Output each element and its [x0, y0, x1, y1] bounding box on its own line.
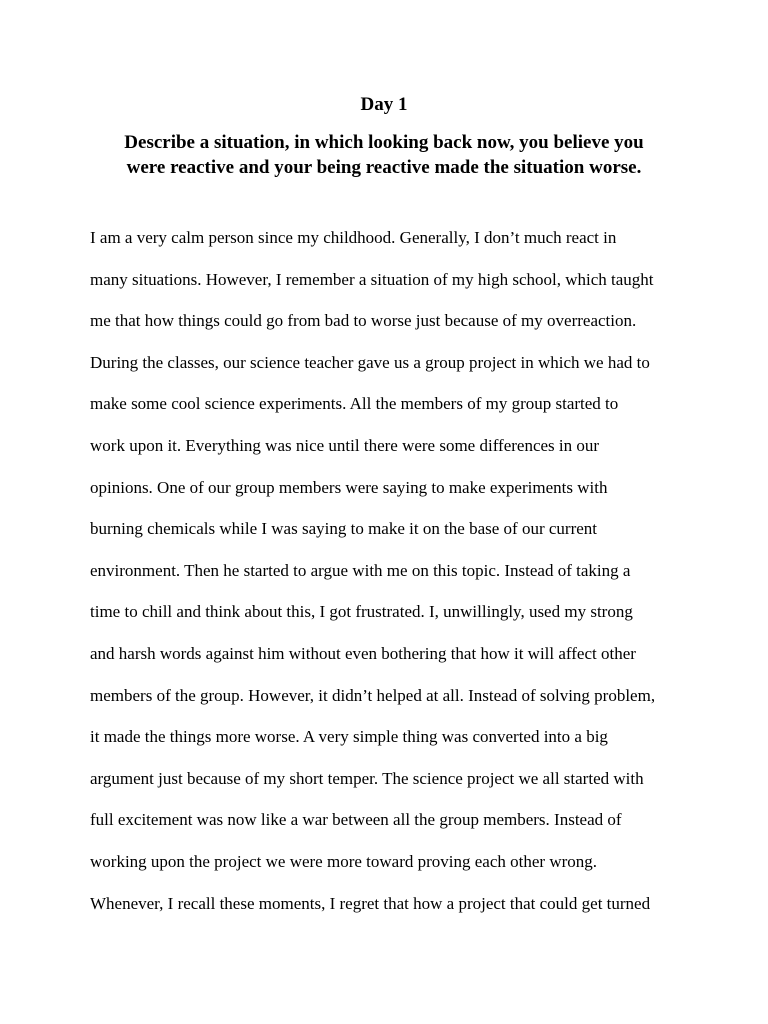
body-line: full excitement was now like a war between all the group members. Instead of: [90, 810, 622, 830]
body-line: burning chemicals while I was saying to make it on the base of our current: [90, 519, 598, 539]
body-line: make some cool science experiments. All the members of my group started to: [90, 394, 619, 414]
body-line: working upon the project we were more toward proving each other wrong.: [90, 851, 598, 871]
prompt-heading: [96, 130, 672, 180]
body-line: opinions. One of our group members were saying to make experiments with: [90, 477, 608, 497]
body-line: argument just because of my short temper. The science project we all started with: [90, 768, 644, 788]
essay-body: [90, 226, 690, 933]
body-line: I am a very calm person since my childhood. Generally, I don’t much react in: [90, 228, 617, 247]
day-title: Day 1: [360, 94, 408, 115]
prompt-line: Describe a situation, in which looking back now, you believe you: [124, 132, 644, 153]
body-line: members of the group. However, it didn’t helped at all. Instead of solving problem,: [90, 685, 656, 705]
body-line: many situations. However, I remember a situation of my high school, which taught: [90, 269, 654, 289]
body-line: time to chill and think about this, I got frustrated. I, unwillingly, used my strong: [90, 602, 633, 622]
body-line: it made the things more worse. A very simple thing was converted into a big: [90, 727, 608, 747]
prompt-line: were reactive and your being reactive made the situation worse.: [126, 157, 642, 178]
body-line: Whenever, I recall these moments, I regret that how a project that could get turned: [90, 893, 651, 913]
body-line: me that how things could go from bad to worse just because of my overreaction.: [90, 311, 637, 331]
body-line: work upon it. Everything was nice until there were some differences in our: [90, 435, 600, 455]
body-line: environment. Then he started to argue with me on this topic. Instead of taking a: [90, 560, 631, 580]
body-line: and harsh words against him without even bothering that how it will affect other: [90, 643, 636, 663]
body-line: During the classes, our science teacher gave us a group project in which we had to: [90, 352, 650, 372]
